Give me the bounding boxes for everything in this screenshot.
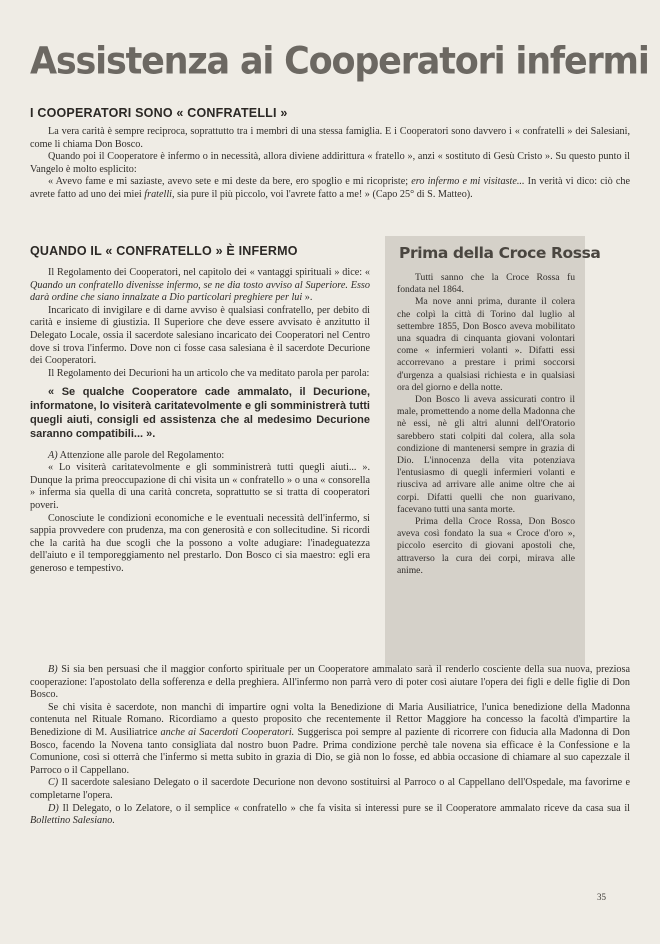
- paragraph: D) Il Delegato, o lo Zelatore, o il semplice « confratello » che fa visita si interessi pure se il Cooperatore ammalato riceve da casa sua il Bollettino Salesiano.: [30, 802, 630, 827]
- paragraph: Tutti sanno che la Croce Rossa fu fondata nel 1864.: [397, 272, 575, 296]
- paragraph: Don Bosco li aveva assicurati contro il male, promettendo a nome della Madonna che nè essi, nè gli altri alunni dell'Oratorio sarebbero stati colpiti dal colera, alla sola condizione di mantenersi sempre in grazia di Dio. L'innocenza della vita potenziava l'entusiasmo di quegli infermieri volanti e riusciva ad arrivare alle anime oltre che ai corpi. Difatti quelli che non guarivano, facevano tutti una santa morte.: [397, 394, 575, 515]
- paragraph: Conosciute le condizioni economiche e le eventuali necessità dell'infermo, si sappia provvedere con prudenza, ma con generosità e con sollecitudine. Si ricordi che la carità ha due scogli che la possono a volte adugiare: l'inadeguatezza dell'aiuto e il temporeggiamento nel prestarlo. Don Bosco ci sia maestro: egli era generoso e tempestivo.: [30, 512, 370, 574]
- page-title: Assistenza ai Cooperatori infermi: [30, 40, 649, 84]
- paragraph: Ma nove anni prima, durante il colera che colpì la città di Torino dal luglio al settembre 1855, Don Bosco aveva mobilitato una squadra di cinquanta giovani volontari come « infermieri volanti ». Difatti essi accorrevano a prestare i primi soccorsi d'urgenza a qualsiasi richiesta e in qualsiasi ora del giorno e della notte.: [397, 296, 575, 393]
- section-heading-infermo: QUANDO IL « CONFRATELLO » È INFERMO: [30, 244, 298, 258]
- left-column: [30, 267, 370, 575]
- bottom-text: [30, 664, 630, 828]
- paragraph: B) Si sia ben persuasi che il maggior conforto spirituale per un Cooperatore ammalato sarà il renderlo cosciente della sua nuova, preziosa cooperazione: l'apostolato della sofferenza e della preghiera. All'infermo non parrà vero di poter così aiutare l'opera dei figli e delle figlie di Don Bosco.: [30, 664, 630, 701]
- paragraph: Se chi visita è sacerdote, non manchi di impartire ogni volta la Benedizione di Maria Ausiliatrice, l'unica benedizione della Madonna contenuta nel Rituale Romano. Ricordiamo a questo proposito che recentemente il Rettor Maggiore ha concesso la facoltà d'impartire la Benedizione di M. Ausiliatrice anche ai Sacerdoti Cooperatori. Suggerisca poi sempre al paziente di ricorrere con fiducia alla Madonna di Don Bosco, facendo la Novena tanto consigliata dal nostro buon Padre. Prima condizione perchè tale novena sia efficace è la Confessione e la Comunione, così si otterrà che l'infermo si metta subito in grazia di Dio, se già non lo fosse, ed abbia occasione di chiamare al suo capezzale il Parroco o il Cappellano.: [30, 701, 630, 776]
- regulation-quote: « Se qualche Cooperatore cade ammalato, il Decurione, informatone, lo visiterà caritatevolmente e gli somministrerà tutti quegli aiuti, consigli ed assistenza che al medesimo Decurione saranno compatibili... ».: [30, 386, 370, 440]
- gospel-quote: « Avevo fame e mi saziaste, avevo sete e mi deste da bere, ero spoglio e mi ricopriste; ero infermo e mi visitaste... In verità vi dico: ciò che avrete fatto ad uno dei miei fratelli, sia pure il più piccolo, voi l'avrete fatto a me! » (Capo 25° di S. Matteo).: [30, 176, 631, 200]
- page-number: 35: [597, 892, 606, 902]
- paragraph: Incaricato di invigilare e di darne avviso è qualsiasi confratello, per debito di carità e insieme di giustizia. Il Superiore che deve essere avvisato è anzitutto il Delegato Locale, ossia il sacerdote salesiano incaricato dei Cooperatori nel Centro dove si trova l'infermo. Dove non ci fosse casa salesiana è il sacerdote Decurione dei Cooperatori.: [30, 304, 370, 367]
- sidebar-text: [397, 272, 575, 577]
- paragraph: Quando poi il Cooperatore è infermo o in necessità, allora diviene addirittura « fratello », anzi « sostituto di Gesù Cristo ». Su questo punto il Vangelo è molto esplicito:: [30, 151, 630, 175]
- paragraph: Il Regolamento dei Cooperatori, nel capitolo dei « vantaggi spirituali » dice: « Quando un confratello divenisse infermo, se ne dia tosto avviso al Superiore. Esso darà ordine che siano innalzate a Dio particolari preghiere per lui ».: [30, 267, 370, 304]
- intro-text: [30, 126, 630, 202]
- paragraph: A) Attenzione alle parole del Regolamento:: [48, 449, 225, 461]
- sidebar-title: Prima della Croce Rossa: [399, 244, 601, 262]
- paragraph: C) Il sacerdote salesiano Delegato o il sacerdote Decurione non devono sostituirsi al Parroco o al Cappellano dell'Ospedale, ma favorirne e completarne l'opera.: [30, 777, 630, 801]
- paragraph: « Lo visiterà caritatevolmente e gli somministrerà tutti quegli aiuti... ». Dunque la prima preoccupazione di chi visita un « confratello » o una « consorella » inferma sia quella di una carità concreta, soprattutto se si tratta di cooperatori poveri.: [30, 462, 370, 511]
- paragraph: Il Regolamento dei Decurioni ha un articolo che va meditato parola per parola:: [48, 367, 370, 379]
- paragraph: La vera carità è sempre reciproca, soprattutto tra i membri di una stessa famiglia. E i Cooperatori sono davvero i « confratelli » dei Salesiani, come li chiama Don Bosco.: [30, 126, 630, 150]
- sidebar-box: [385, 236, 601, 666]
- paragraph: Prima della Croce Rossa, Don Bosco aveva così fondato la sua « Croce d'oro », piccolo esercito di giovani apostoli che, attraverso la cura dei corpi, mirava alle anime.: [397, 516, 575, 576]
- section-heading-confratelli: I COOPERATORI SONO « CONFRATELLI »: [30, 106, 288, 120]
